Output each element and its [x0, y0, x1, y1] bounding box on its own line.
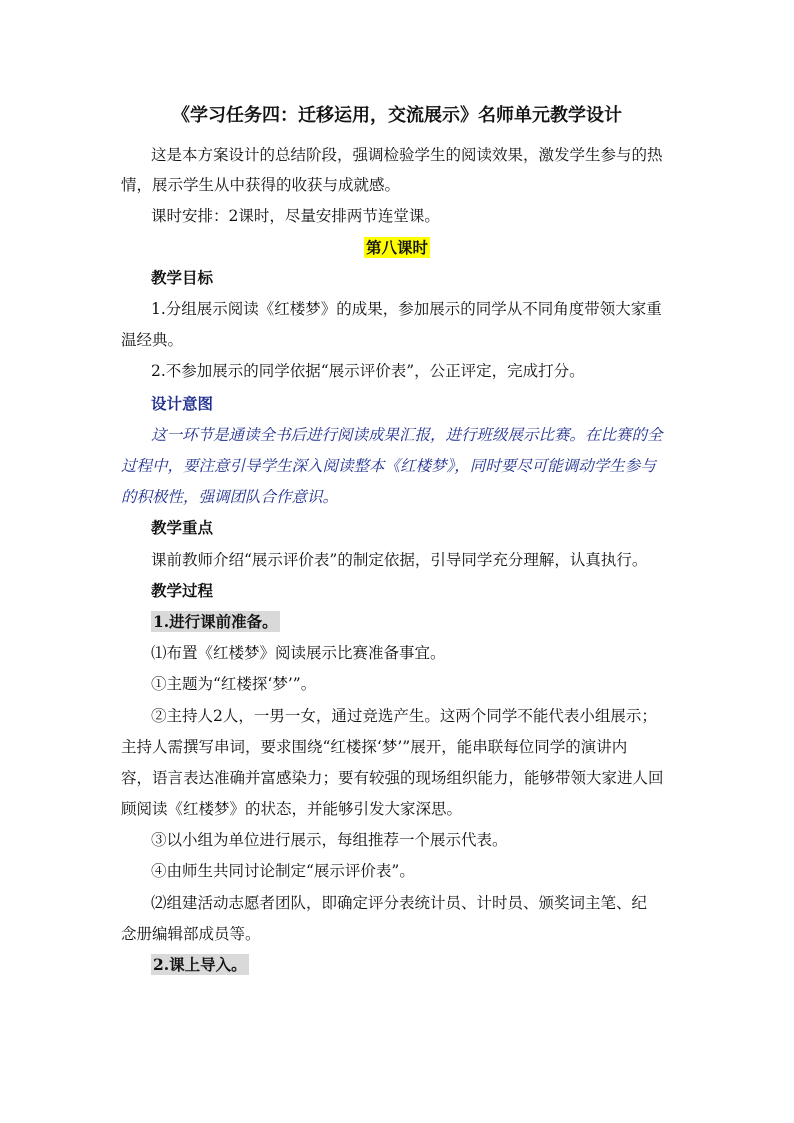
- objective-2: 2.不参加展示的同学依据“展示评价表”，公正评定，完成打分。: [151, 362, 585, 380]
- step-1-heading: 1.进行课前准备。: [153, 612, 278, 631]
- step-1-a: ⑴布置《红楼梦》阅读展示比赛准备事宜。: [151, 644, 446, 662]
- intent-line-1: 这一环节是通读全书后进行阅读成果汇报，进行班级展示比赛。在比赛的全: [151, 426, 663, 444]
- intent-line-3: 的积极性，强调团队合作意识。: [121, 488, 339, 506]
- item-4: ④由师生共同讨论制定“展示评价表”。: [151, 862, 415, 880]
- intro-line-1: 这是本方案设计的总结阶段，强调检验学生的阅读效果，激发学生参与的热: [151, 146, 663, 164]
- schedule-text: 课时安排：2课时，尽量安排两节连堂课。: [151, 207, 440, 225]
- step-1-b-line-1: ⑵组建活动志愿者团队，即确定评分表统计员、计时员、颁奖词主笔、纪: [151, 894, 648, 912]
- document-title: 《学习任务四：迁移运用，交流展示》名师单元教学设计: [172, 105, 622, 126]
- item-2-line-1: ②主持人2人，一男一女，通过竞选产生。这两个同学不能代表小组展示；: [151, 707, 657, 725]
- lesson-heading-wrap: [0, 238, 794, 258]
- item-1: ①主题为“红楼探‘梦’”。: [151, 675, 317, 693]
- objective-1-line-2: 温经典。: [121, 331, 184, 349]
- step-1-b-line-2: 念册编辑部成员等。: [121, 925, 261, 943]
- step-1-wrap: [151, 612, 280, 632]
- item-2-line-2: 主持人需撰写串词，要求围绕“红楼探‘梦’”展开，能串联每位同学的演讲内: [121, 738, 628, 756]
- lesson-heading: 第八课时: [365, 238, 428, 257]
- process-heading: 教学过程: [151, 581, 214, 600]
- step-2-heading: 2.课上导入。: [153, 955, 247, 974]
- item-2-line-4: 顾阅读《红楼梦》的状态，并能够引发大家深思。: [121, 800, 463, 818]
- objective-1-line-1: 1.分组展示阅读《红楼梦》的成果，参加展示的同学从不同角度带领大家重: [151, 300, 662, 318]
- intro-line-2: 情，展示学生从中获得的收获与成就感。: [121, 176, 401, 194]
- focus-text: 课前教师介绍“展示评价表”的制定依据，引导同学充分理解，认真执行。: [151, 551, 648, 569]
- item-3: ③以小组为单位进行展示，每组推荐一个展示代表。: [151, 831, 508, 849]
- item-2-line-3: 容，语言表达准确并富感染力；要有较强的现场组织能力，能够带领大家进人回: [121, 769, 664, 787]
- intent-heading: 设计意图: [151, 394, 214, 413]
- objectives-heading: 教学目标: [151, 268, 214, 287]
- focus-heading: 教学重点: [151, 518, 214, 537]
- step-2-wrap: [151, 955, 249, 975]
- intent-line-2: 过程中，要注意引导学生深入阅读整本《红楼梦》，同时要尽可能调动学生参与: [121, 457, 656, 475]
